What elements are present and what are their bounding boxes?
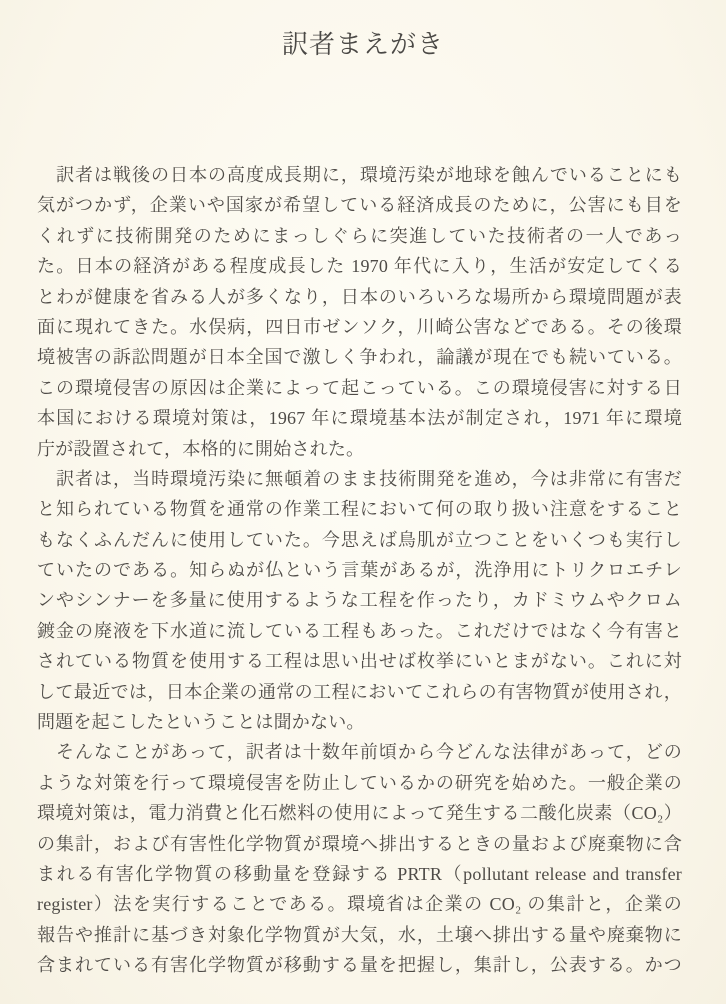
text-line: 面に現れてきた。水俣病，四日市ゼンソク，川崎公害などである。その後環 bbox=[37, 316, 682, 337]
text-line: ンやシンナーを多量に使用するような工程を作ったり，カドミウムやクロム bbox=[37, 590, 682, 611]
text-line: 鍍金の廃液を下水道に流している工程もあった。これだけではなく今有害と bbox=[37, 620, 682, 641]
text-line: 庁が設置されて，本格的に開始された。 bbox=[37, 438, 365, 459]
text-line: 境被害の訴訟問題が日本全国で激しく争われ，論議が現在でも続いている。 bbox=[37, 347, 682, 368]
text-line: 本国における環境対策は，1967 年に環境基本法が制定され，1971 年に環境 bbox=[37, 408, 682, 429]
text-line: して最近では，日本企業の通常の工程においてこれらの有害物質が使用され， bbox=[37, 681, 682, 702]
text-line: register）法を実行することである。環境省は企業の CO₂ の集計と，企業の bbox=[37, 894, 682, 915]
text-line: 訳者は戦後の日本の高度成長期に，環境汚染が地球を蝕んでいることにも bbox=[56, 165, 682, 185]
text-line: た。日本の経済がある程度成長した 1970 年代に入り，生活が安定してくる bbox=[37, 256, 682, 277]
text-line: ていたのである。知らぬが仏という言葉があるが，洗浄用にトリクロエチレ bbox=[37, 560, 682, 581]
paragraph-2 bbox=[37, 464, 682, 738]
text-line: 含まれている有害化学物質が移動する量を把握し，集計し，公表する。かつ bbox=[37, 955, 682, 976]
text-line: ような対策を行って環境侵害を防止しているかの研究を始めた。一般企業の bbox=[37, 772, 682, 793]
text-line: そんなことがあって，訳者は十数年前頃から今どんな法律があって，どの bbox=[56, 742, 682, 763]
text-line: と知られている物質を通常の作業工程において何の取り扱い注意をすること bbox=[37, 499, 682, 520]
body-text bbox=[37, 160, 682, 981]
text-line: 問題を起こしたということは聞かない。 bbox=[37, 712, 365, 733]
text-line: くれずに技術開発のためにまっしぐらに突進していた技術者の一人であっ bbox=[37, 225, 682, 246]
text-line: 訳者は，当時環境汚染に無頓着のまま技術開発を進め，今は非常に有害だ bbox=[56, 468, 682, 489]
text-line: 気がつかず，企業いや国家が希望している経済成長のために，公害にも目を bbox=[37, 195, 682, 216]
text-line: の集計，および有害性化学物質が環境へ排出するときの量および廃棄物に含 bbox=[37, 833, 682, 854]
paragraph-3 bbox=[37, 737, 682, 980]
text-line: この環境侵害の原因は企業によって起こっている。この環境侵害に対する日 bbox=[37, 377, 682, 398]
text-line: されている物質を使用する工程は思い出せば枚挙にいとまがない。これに対 bbox=[37, 651, 682, 672]
text-line: 環境対策は，電力消費と化石燃料の使用によって発生する二酸化炭素（CO₂） bbox=[37, 803, 682, 824]
page-title: 訳者まえがき bbox=[281, 30, 444, 59]
text-line: もなくふんだんに使用していた。今思えば鳥肌が立つことをいくつも実行し bbox=[37, 529, 682, 550]
paragraph-1 bbox=[37, 160, 682, 464]
text-line: 報告や推計に基づき対象化学物質が大気，水，土壌へ排出する量や廃棄物に bbox=[37, 924, 682, 945]
text-line: とわが健康を省みる人が多くなり，日本のいろいろな場所から環境問題が表 bbox=[37, 286, 682, 307]
text-line: まれる有害化学物質の移動量を登録する PRTR（pollutant release and transfer bbox=[37, 863, 682, 884]
